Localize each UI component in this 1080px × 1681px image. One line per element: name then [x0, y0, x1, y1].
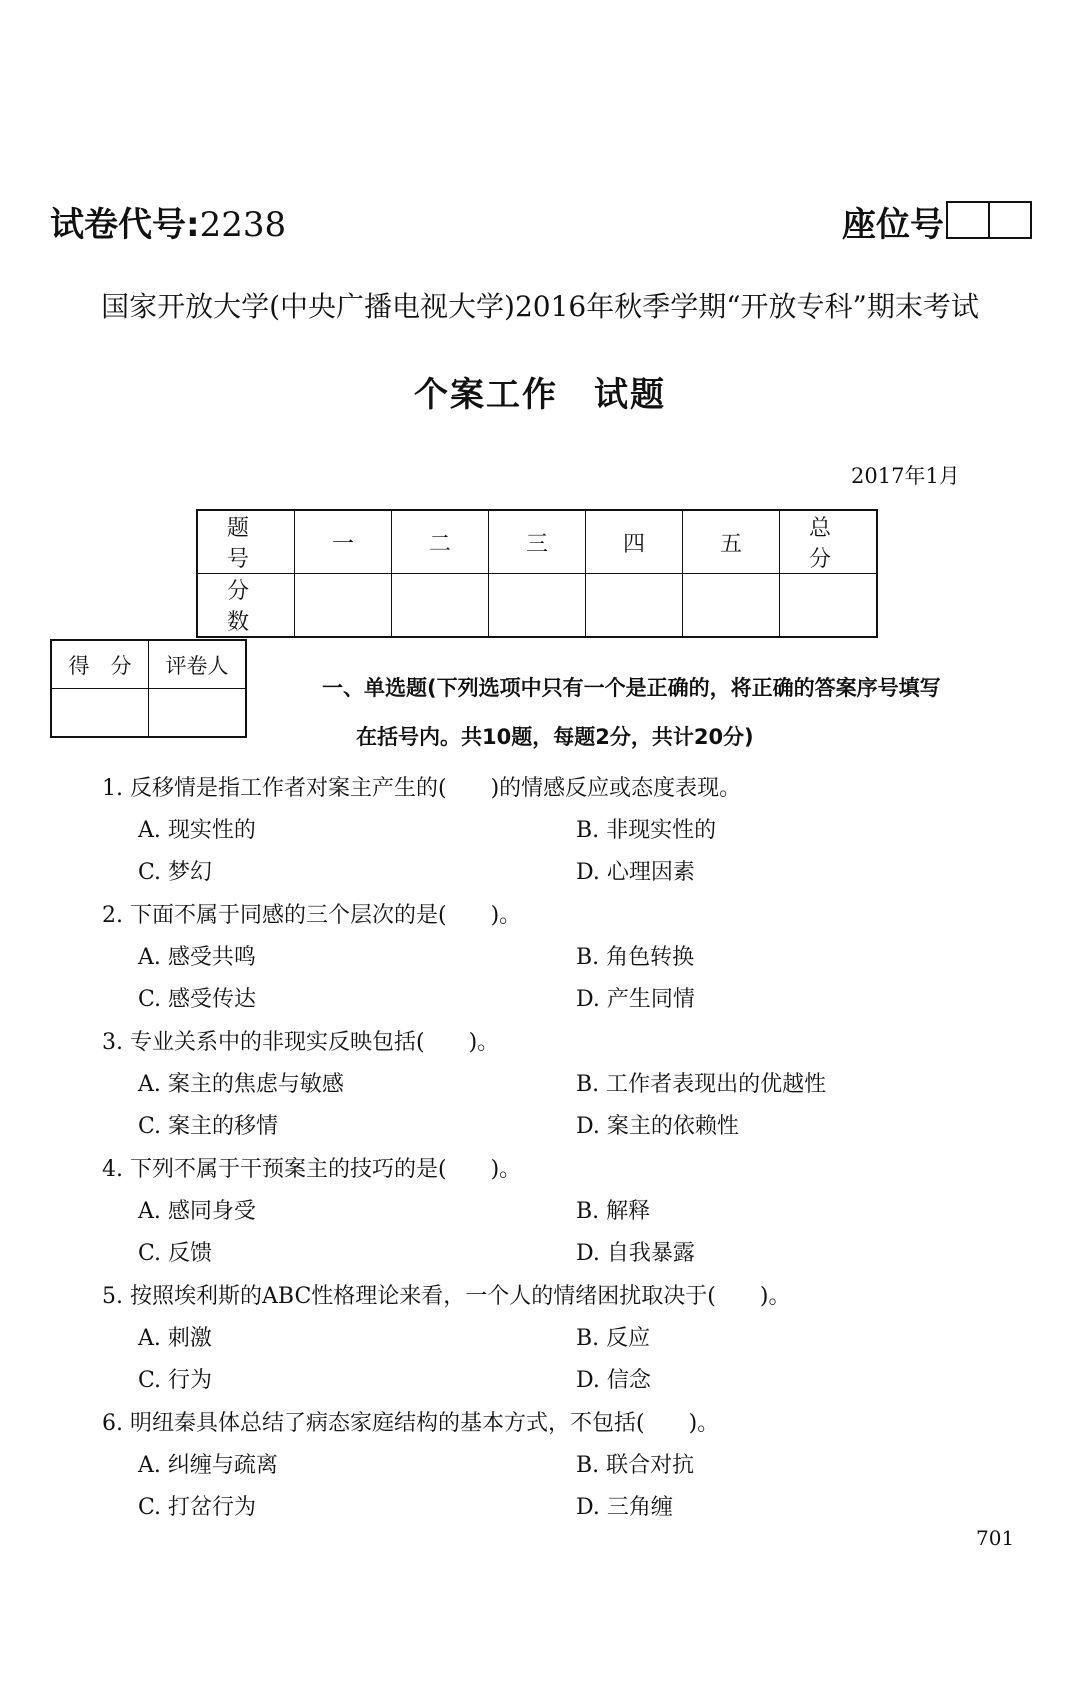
- seat-number-field: [842, 197, 1032, 246]
- seat-box: [946, 201, 990, 239]
- table-cell: 一: [295, 510, 392, 574]
- exam-code-label: 试卷代号:: [50, 205, 200, 245]
- option: B. 解释: [576, 1199, 651, 1224]
- question-stem: 2. 下面不属于同感的三个层次的是( )。: [102, 903, 522, 928]
- table-cell: 五: [683, 510, 780, 574]
- section-title-continued: 在括号内。共10题，每题2分，共计20分): [356, 725, 754, 749]
- exam-date: 2017年1月: [851, 464, 960, 488]
- option: B. 角色转换: [576, 945, 695, 970]
- table-cell: 分 数: [197, 574, 295, 638]
- option: A. 感受共鸣: [138, 945, 256, 970]
- table-cell: 总 分: [780, 510, 878, 574]
- score-cell: [683, 574, 780, 638]
- seat-box: [990, 201, 1032, 239]
- page-title: 个案工作 试题: [414, 375, 666, 415]
- grader-table-header-row: [51, 640, 246, 689]
- table-cell: 三: [489, 510, 586, 574]
- score-table-score-row: [197, 574, 877, 638]
- option: C. 感受传达: [138, 987, 257, 1012]
- section-title: 一、单选题(下列选项中只有一个是正确的，将正确的答案序号填写: [322, 676, 941, 700]
- question-stem: 1. 反移情是指工作者对案主产生的( )的情感反应或态度表现。: [102, 776, 742, 801]
- option: D. 案主的依赖性: [576, 1114, 739, 1139]
- question-stem: 3. 专业关系中的非现实反映包括( )。: [102, 1030, 500, 1055]
- question-stem: 6. 明纽秦具体总结了病态家庭结构的基本方式，不包括( )。: [102, 1411, 720, 1436]
- option: B. 工作者表现出的优越性: [576, 1072, 827, 1097]
- option: C. 打岔行为: [138, 1495, 257, 1520]
- option: D. 产生同情: [576, 987, 695, 1012]
- option: B. 联合对抗: [576, 1453, 695, 1478]
- score-table: [196, 509, 886, 638]
- option: A. 案主的焦虑与敏感: [138, 1072, 344, 1097]
- option: A. 感同身受: [138, 1199, 256, 1224]
- grader-cell: [149, 689, 247, 738]
- exam-header: 国家开放大学(中央广播电视大学)2016年秋季学期“开放专科”期末考试: [101, 290, 979, 323]
- page-number: 701: [976, 1526, 1015, 1550]
- score-header: 得 分: [51, 640, 149, 689]
- option: C. 梦幻: [138, 860, 213, 885]
- option: A. 纠缠与疏离: [138, 1453, 278, 1478]
- option: D. 心理因素: [576, 860, 695, 885]
- option: B. 非现实性的: [576, 818, 717, 843]
- score-cell: [586, 574, 683, 638]
- score-table-header-row: [197, 510, 877, 574]
- grader-table-blank-row: [51, 689, 246, 738]
- option: D. 三角缠: [576, 1495, 673, 1520]
- exam-code-value: 2238: [199, 205, 287, 245]
- seat-number-boxes: [946, 201, 1032, 239]
- grader-table: [50, 639, 247, 738]
- table-cell: 四: [586, 510, 683, 574]
- score-cell: [489, 574, 586, 638]
- grader-header: 评卷人: [149, 640, 247, 689]
- score-cell: [295, 574, 392, 638]
- option: D. 自我暴露: [576, 1241, 695, 1266]
- option: D. 信念: [576, 1368, 651, 1393]
- seat-number-label: 座位号: [842, 205, 944, 245]
- option: A. 刺激: [138, 1326, 212, 1351]
- option: C. 行为: [138, 1368, 213, 1393]
- option: C. 反馈: [138, 1241, 213, 1266]
- option: C. 案主的移情: [138, 1114, 279, 1139]
- score-cell: [51, 689, 149, 738]
- option: B. 反应: [576, 1326, 651, 1351]
- score-cell: [780, 574, 878, 638]
- table-cell: 二: [392, 510, 489, 574]
- option: A. 现实性的: [138, 818, 256, 843]
- score-cell: [392, 574, 489, 638]
- question-stem: 4. 下列不属于干预案主的技巧的是( )。: [102, 1157, 522, 1182]
- table-cell: 题 号: [197, 510, 295, 574]
- question-stem: 5. 按照埃利斯的ABC性格理论来看，一个人的情绪困扰取决于( )。: [102, 1284, 791, 1309]
- exam-code-heading: [50, 197, 286, 246]
